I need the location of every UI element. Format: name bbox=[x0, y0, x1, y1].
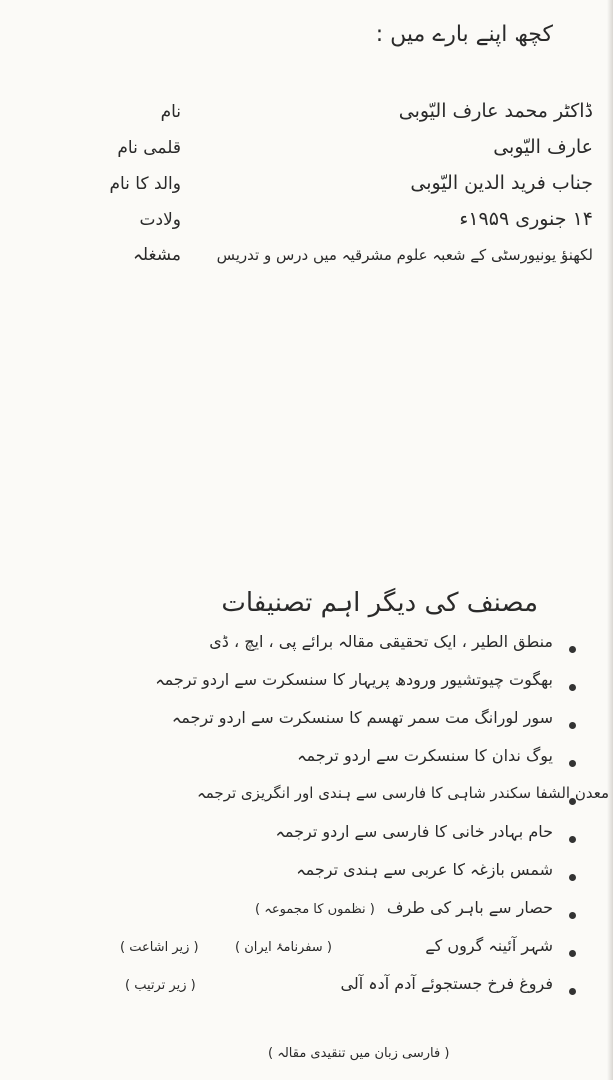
bullet-icon bbox=[569, 950, 576, 957]
bio-row-occupation bbox=[103, 244, 603, 280]
list-item bbox=[0, 822, 613, 860]
work-title: حام بہادر خانی کا فارسی سے اردو ترجمہ bbox=[275, 822, 553, 841]
work-title: معدن الشفا سکندر شاہی کا فارسی سے ہندی اور انگریزی ترجمہ bbox=[196, 784, 609, 802]
list-item bbox=[0, 746, 613, 784]
bio-label: والد کا نام bbox=[109, 174, 181, 194]
bio-value: ڈاکٹر محمد عارف الیّوبی bbox=[398, 100, 593, 122]
work-note: ( سفرنامۂ ایران ) bbox=[235, 940, 332, 955]
work-status-note: ( زیر اشاعت ) bbox=[120, 940, 199, 955]
work-title: یوگ ندان کا سنسکرت سے اردو ترجمہ bbox=[297, 746, 553, 765]
bio-label: نام bbox=[160, 102, 181, 122]
list-item bbox=[0, 784, 613, 822]
bio-label: ولادت bbox=[139, 210, 181, 230]
bullet-icon bbox=[569, 684, 576, 691]
work-title: شہر آئینہ گروں کے bbox=[425, 936, 553, 955]
bio-value: جناب فرید الدین الیّوبی bbox=[410, 172, 593, 194]
bullet-icon bbox=[569, 874, 576, 881]
works-list bbox=[0, 632, 613, 1012]
about-heading: کچھ اپنے بارے میں : bbox=[375, 22, 553, 47]
bio-value: لکھنؤ یونیورسٹی کے شعبہ علوم مشرقیہ میں درس و تدریس bbox=[216, 246, 593, 264]
list-item bbox=[0, 708, 613, 746]
work-title: فروغ فرخ جستجوئے آدم آدہ آلی bbox=[340, 974, 553, 993]
bio-row-father-name bbox=[103, 172, 603, 208]
bio-label: مشغلہ bbox=[132, 245, 181, 265]
work-note: ( نظموں کا مجموعہ ) bbox=[255, 902, 375, 917]
work-title: سور لورانگ مت سمر تھسم کا سنسکرت سے اردو ترجمہ bbox=[171, 708, 553, 727]
bullet-icon bbox=[569, 988, 576, 995]
bio-label: قلمی نام bbox=[117, 138, 181, 158]
bullet-icon bbox=[569, 646, 576, 653]
bullet-icon bbox=[569, 722, 576, 729]
bio-value: عارف الیّوبی bbox=[493, 136, 593, 158]
list-item bbox=[0, 898, 613, 936]
list-item bbox=[0, 936, 613, 974]
work-title: منطق الطیر ، ایک تحقیقی مقالہ برائے پی ، ایچ ، ڈی bbox=[209, 632, 553, 651]
list-item bbox=[0, 974, 613, 1012]
list-item bbox=[0, 860, 613, 898]
works-heading: مصنف کی دیگر اہم تصنیفات bbox=[221, 588, 538, 618]
bullet-icon bbox=[569, 836, 576, 843]
work-title: شمس بازغہ کا عربی سے ہندی ترجمہ bbox=[296, 860, 553, 879]
work-title: بھگوت چیوتشیور ورودھ پریہار کا سنسکرت سے اردو ترجمہ bbox=[155, 670, 553, 689]
bio-row-birth bbox=[103, 208, 603, 244]
list-item bbox=[0, 632, 613, 670]
bullet-icon bbox=[569, 760, 576, 767]
final-note: ( فارسی زبان میں تنقیدی مقالہ ) bbox=[268, 1046, 450, 1061]
work-status-note: ( زیر ترتیب ) bbox=[125, 978, 196, 993]
work-title: حصار سے باہر کی طرف bbox=[386, 898, 553, 917]
bullet-icon bbox=[569, 912, 576, 919]
bio-row-pen-name bbox=[103, 136, 603, 172]
bio-value: ۱۴ جنوری ۱۹۵۹ء bbox=[459, 208, 593, 230]
bio-section bbox=[103, 100, 603, 280]
list-item bbox=[0, 670, 613, 708]
bio-row-name bbox=[103, 100, 603, 136]
